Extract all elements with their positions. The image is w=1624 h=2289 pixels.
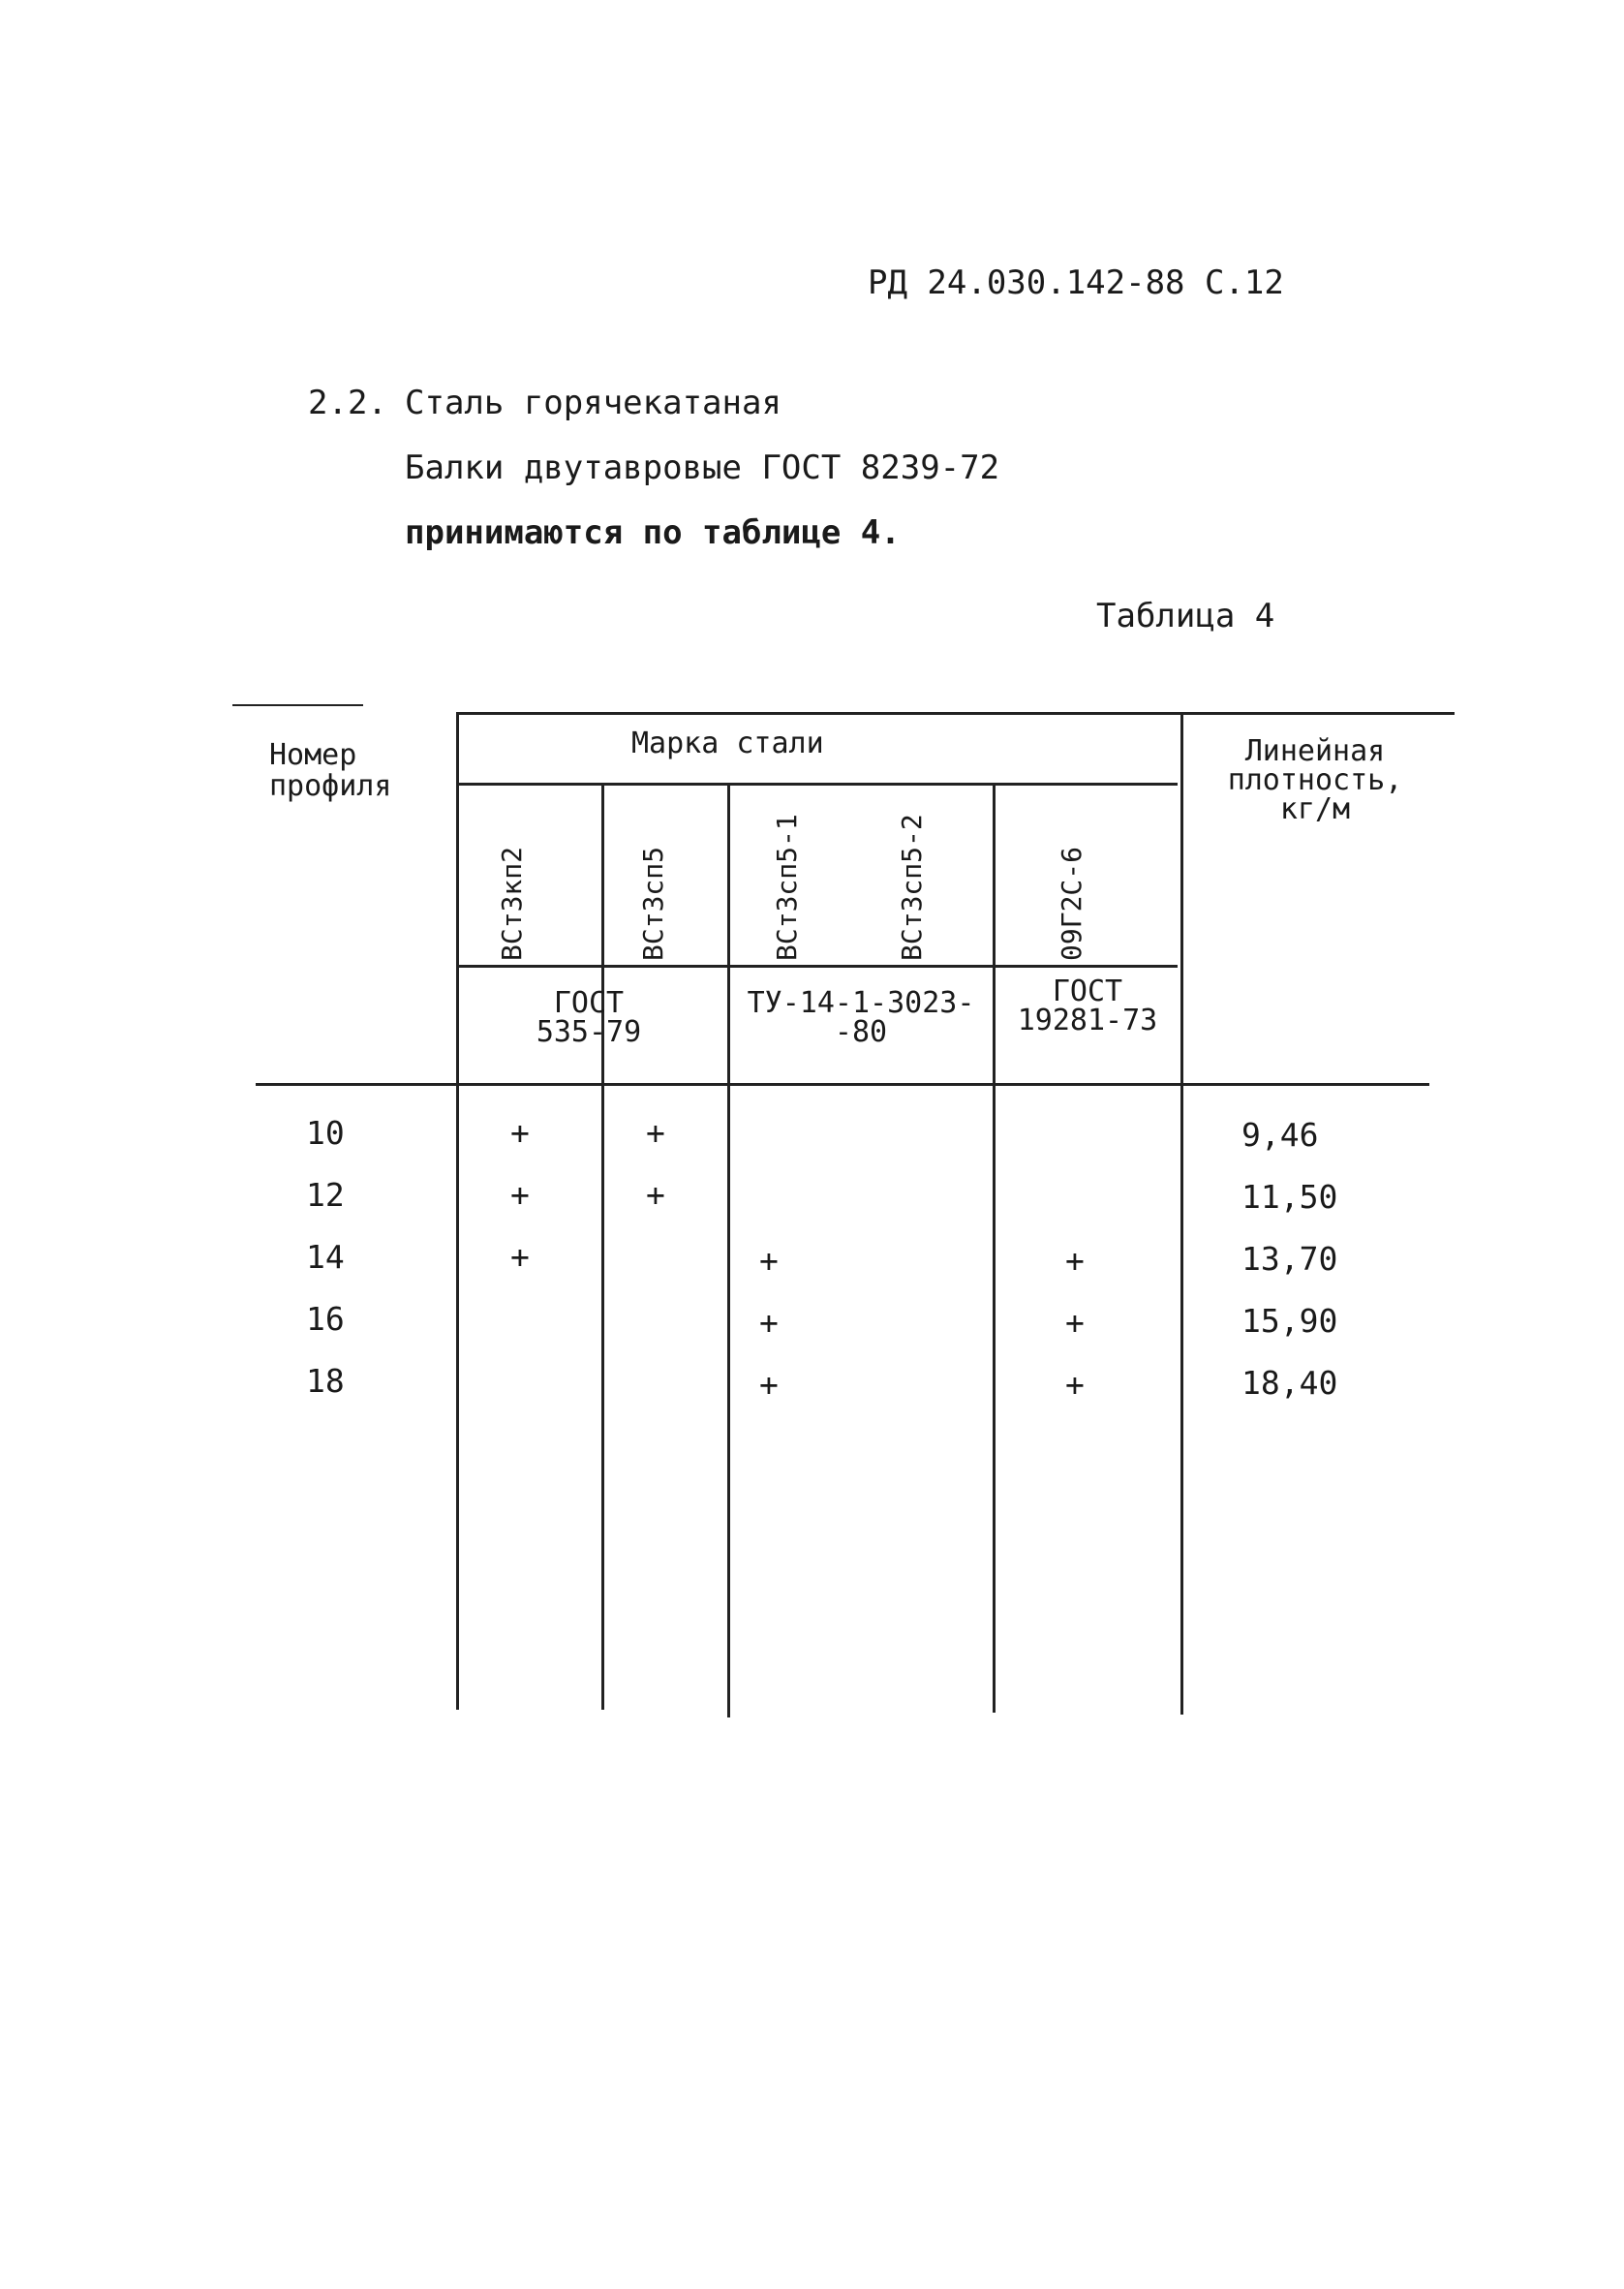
grade-name-5: 09Г2С-6 [1056,846,1088,961]
table-row-mark: + [759,1366,779,1404]
table-row-mark: + [1065,1366,1085,1404]
section-title: Сталь горячекатаная [405,384,781,422]
table-top-rule [457,712,1455,715]
density-header-line-3: кг/м [1279,792,1351,826]
standard-2-line-1: ТУ-14-1-3023- [747,986,975,1020]
table-row-mark: + [646,1176,665,1214]
table-row-profile: 18 [306,1362,345,1400]
table-caption: Таблица 4 [1096,597,1275,635]
steel-grade-header: Марка стали [631,727,824,760]
grade-names-rule [457,965,1178,968]
table-row-mark: + [759,1304,779,1342]
table-row-mark: + [510,1176,530,1214]
profile-header-line-2: профиля [269,769,392,803]
table-row-mark: + [510,1114,530,1152]
section-line-2: Балки двутавровые ГОСТ 8239-72 [405,449,1000,487]
grade-name-1: ВСт3кп2 [496,846,528,961]
table-row-density: 18,40 [1241,1364,1338,1402]
header-bottom-rule [256,1083,1429,1086]
grade-name-3: ВСт3сп5-1 [771,814,803,961]
table-top-rule-left [232,704,363,706]
table-row-density: 15,90 [1241,1302,1338,1340]
table-row-density: 11,50 [1241,1178,1338,1216]
table-row-mark: + [1065,1242,1085,1280]
table-row-profile: 14 [306,1238,345,1276]
table-row-mark: + [1065,1304,1085,1342]
profile-header-line-1: Номер [269,738,357,772]
table-row-density: 9,46 [1241,1116,1319,1154]
density-header-line-2: плотность, [1227,763,1403,797]
document-reference: РД 24.030.142-88 С.12 [868,263,1284,302]
section-number: 2.2. [308,384,387,422]
col-divider-4 [993,783,996,1713]
table-row-mark: + [646,1114,665,1152]
table-row-profile: 16 [306,1300,345,1338]
col-divider-1 [456,712,459,1710]
table-row-profile: 10 [306,1114,345,1152]
col-divider-3 [727,783,730,1717]
col-divider-2 [601,783,604,1710]
table-row-density: 13,70 [1241,1240,1338,1278]
grade-name-2: ВСт3сп5 [637,846,669,961]
grade-header-rule [457,783,1178,786]
table-row-profile: 12 [306,1176,345,1214]
standard-1-line-1: ГОСТ [553,986,625,1020]
standard-2-line-2: -80 [834,1015,888,1049]
grade-name-4: ВСт3сп5-2 [896,814,928,961]
density-header-line-1: Линейная [1244,734,1386,768]
table-row-mark: + [510,1238,530,1276]
standard-1-line-2: 535-79 [536,1015,642,1049]
col-divider-5 [1180,712,1183,1715]
standard-3-line-2: 19281-73 [1017,1004,1158,1037]
standard-3-line-1: ГОСТ [1052,974,1123,1008]
table-row-mark: + [759,1242,779,1280]
section-line-3: принимаются по таблице 4. [405,513,901,552]
